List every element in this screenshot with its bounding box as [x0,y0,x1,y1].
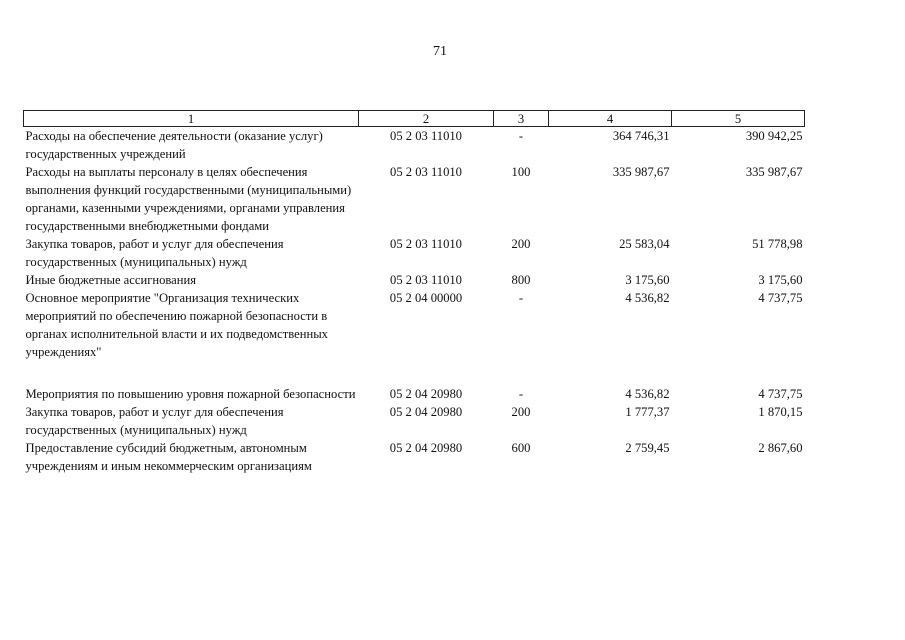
row-value-col5: 1 870,15 [758,405,803,419]
row-expense-type: - [518,387,524,401]
column-header-1: 1 [24,111,359,127]
row-description: Расходы на обеспечение деятельности (оказание услуг) государственных учреждений [25,129,323,161]
row-value-col5: 390 942,25 [745,129,803,143]
row-program-code: 05 2 03 11010 [390,237,462,251]
row-program-code: 05 2 04 00000 [389,291,463,305]
row-value-col4: 4 536,82 [625,291,670,305]
table-header [24,111,805,127]
row-value-col5: 4 737,75 [758,291,803,305]
table-body [24,127,805,476]
row-expense-type: 100 [511,165,531,179]
row-value-col5: 335 987,67 [745,165,803,179]
row-description: Иные бюджетные ассигнования [25,273,197,287]
row-expense-type: 600 [511,441,531,455]
column-header-5: 5 [672,111,805,127]
row-description: Расходы на выплаты персоналу в целях обеспечения выполнения функций государственными (муниципальными) органами, казенными учреждениями, органами управления государственными внебюджетными фондами [25,165,352,233]
table-row [24,271,805,289]
table-row [24,385,805,403]
column-header-2: 2 [359,111,494,127]
row-expense-type: - [518,129,524,143]
row-program-code: 05 2 03 11010 [390,129,462,143]
header-row [24,111,805,127]
table-row [24,163,805,235]
budget-table [23,110,805,475]
row-description: Основное мероприятие "Организация технических мероприятий по обеспечению пожарной безопасности в органах исполнительной власти и их подведомственных учреждениях" [25,291,328,359]
column-header-3: 3 [494,111,549,127]
row-spacer-cell [24,361,805,385]
row-value-col4: 1 777,37 [625,405,670,419]
table-row [24,127,805,164]
row-value-col5: 3 175,60 [758,273,803,287]
row-value-col4: 25 583,04 [619,237,670,251]
row-program-code: 05 2 03 11010 [390,165,462,179]
row-description: Предоставление субсидий бюджетным, автономным учреждениям и иным некоммерческим организациям [25,441,312,473]
page-number: 71 [433,44,447,59]
row-value-col5: 4 737,75 [758,387,803,401]
row-program-code: 05 2 03 11010 [390,273,462,287]
row-value-col4: 4 536,82 [625,387,670,401]
row-value-col5: 51 778,98 [752,237,803,251]
table-row [24,403,805,439]
row-spacer [24,361,805,385]
row-value-col4: 364 746,31 [612,129,670,143]
row-description: Закупка товаров, работ и услуг для обеспечения государственных (муниципальных) нужд [25,237,284,269]
table-row [24,439,805,475]
row-value-col5: 2 867,60 [758,441,803,455]
row-expense-type: 200 [511,237,531,251]
row-value-col4: 335 987,67 [612,165,670,179]
row-value-col4: 2 759,45 [625,441,670,455]
row-expense-type: 800 [511,273,531,287]
row-expense-type: 200 [511,405,531,419]
row-program-code: 05 2 04 20980 [389,387,463,401]
row-value-col4: 3 175,60 [625,273,670,287]
row-program-code: 05 2 04 20980 [389,405,463,419]
table-row [24,289,805,361]
row-description: Закупка товаров, работ и услуг для обеспечения государственных (муниципальных) нужд [25,405,284,437]
row-program-code: 05 2 04 20980 [389,441,463,455]
row-expense-type: - [518,291,524,305]
row-description: Мероприятия по повышению уровня пожарной безопасности [25,387,356,401]
table-row [24,235,805,271]
column-header-4: 4 [549,111,672,127]
